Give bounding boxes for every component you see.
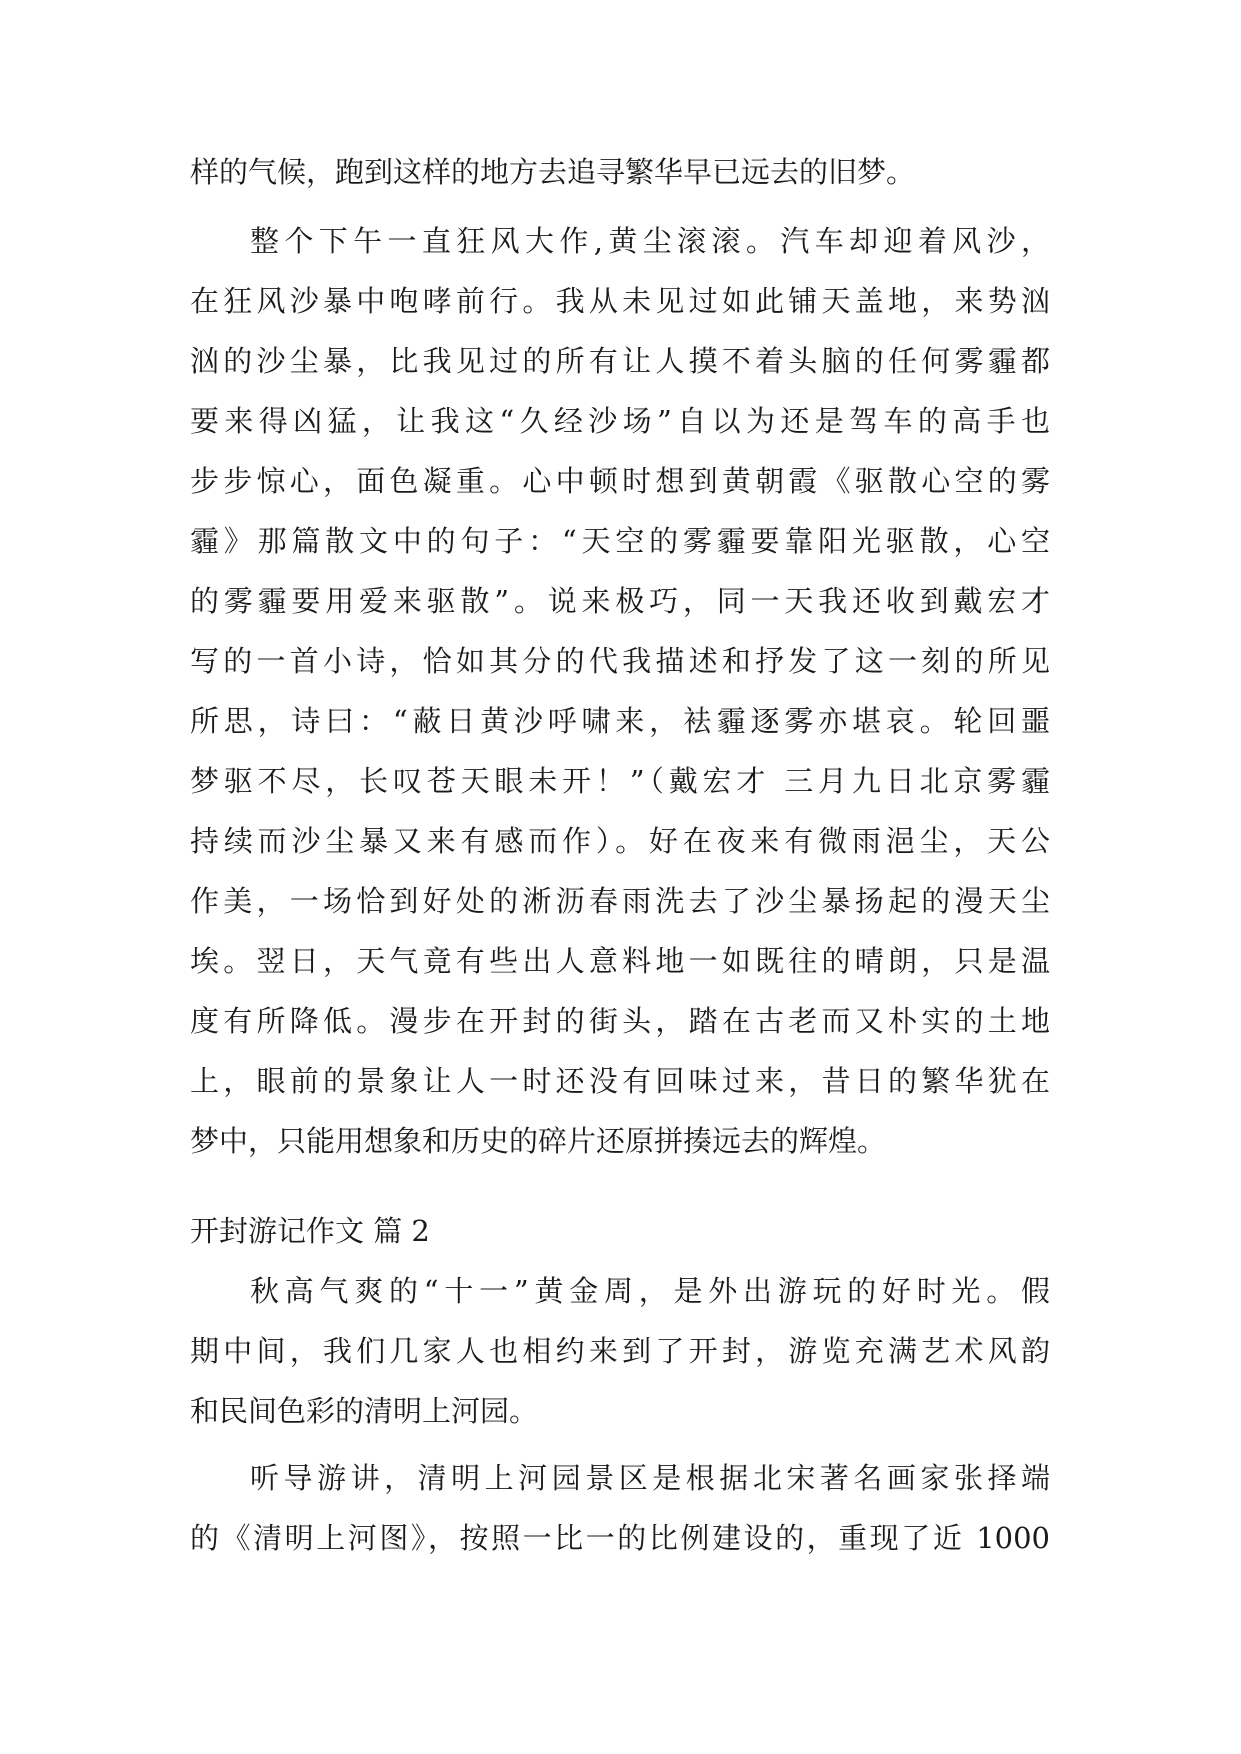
paragraph-line: 度有所降低。漫步在开封的街头，踏在古老而又朴实的土地: [190, 1004, 1050, 1038]
paragraph-line: 听导游讲，清明上河园景区是根据北宋著名画家张择端: [250, 1461, 1050, 1495]
paragraph-line: 写的一首小诗，恰如其分的代我描述和抒发了这一刻的所见: [190, 644, 1050, 678]
paragraph-line: 霾》那篇散文中的句子：“天空的雾霾要靠阳光驱散，心空: [190, 524, 1050, 558]
paragraph-line: 汹的沙尘暴，比我见过的所有让人摸不着头脑的任何雾霾都: [190, 344, 1050, 378]
paragraph-line: 样的气候，跑到这样的地方去追寻繁华早已远去的旧梦。: [190, 155, 916, 189]
paragraph-line: 梦驱不尽，长叹苍天眼未开！”（戴宏才 三月九日北京雾霾: [190, 764, 1050, 798]
paragraph-line: 埃。翌日，天气竟有些出人意料地一如既往的晴朗，只是温: [190, 944, 1050, 978]
paragraph-line: 持续而沙尘暴又来有感而作）。好在夜来有微雨浥尘，天公: [190, 824, 1050, 858]
paragraph-line: 整个下午一直狂风大作,黄尘滚滚。汽车却迎着风沙，: [250, 224, 1050, 258]
paragraph-line: 和民间色彩的清明上河园。: [190, 1394, 539, 1428]
paragraph-line: 的《清明上河图》，按照一比一的比例建设的，重现了近 1000: [190, 1521, 1050, 1555]
paragraph-line: 要来得凶猛，让我这“久经沙场”自以为还是驾车的高手也: [190, 404, 1050, 438]
paragraph-line: 作美，一场恰到好处的淅沥春雨洗去了沙尘暴扬起的漫天尘: [190, 884, 1050, 918]
paragraph-line: 上，眼前的景象让人一时还没有回味过来，昔日的繁华犹在: [190, 1064, 1050, 1098]
paragraph-line: 秋高气爽的“十一”黄金周，是外出游玩的好时光。假: [250, 1274, 1050, 1308]
paragraph-line: 所思，诗曰：“蔽日黄沙呼啸来，袪霾逐雾亦堪哀。轮回噩: [190, 704, 1050, 738]
paragraph-line: 步步惊心，面色凝重。心中顿时想到黄朝霞《驱散心空的雾: [190, 464, 1050, 498]
paragraph-line: 在狂风沙暴中咆哮前行。我从未见过如此铺天盖地，来势汹: [190, 284, 1050, 318]
paragraph-line: 梦中，只能用想象和历史的碎片还原拼揍远去的辉煌。: [190, 1124, 887, 1158]
paragraph-line: 期中间，我们几家人也相约来到了开封，游览充满艺术风韵: [190, 1334, 1050, 1368]
paragraph-line: 的雾霾要用爱来驱散”。说来极巧，同一天我还收到戴宏才: [190, 584, 1050, 618]
section-heading: 开封游记作文 篇 2: [190, 1214, 430, 1248]
